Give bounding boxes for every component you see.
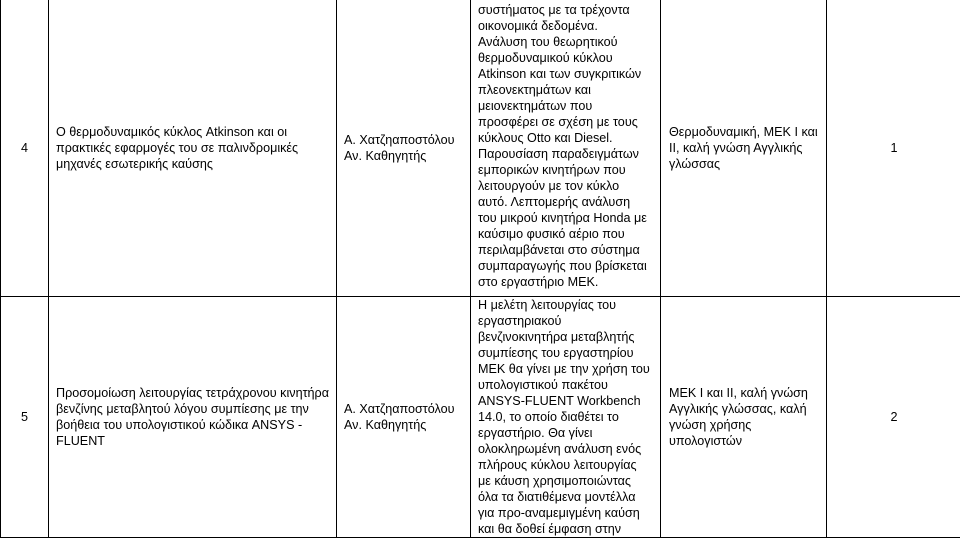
description-line: όλα τα διατιθέμενα μοντέλλα [478,489,660,505]
description-line: προσφέρει σε σχέση με τους [478,114,660,130]
description-line: συμπίεσης του εργαστηρίου [478,345,660,361]
description-line: Παρουσίαση παραδειγμάτων [478,146,660,162]
topic-supervisor: Α. Χατζηαποστόλου Αν. Καθηγητής [337,0,471,296]
description-line: πλήρους κύκλου λειτουργίας [478,457,660,473]
description-line: 14.0, το οποίο διαθέτει το [478,409,660,425]
description-line: καύσιμο φυσικό αέριο που [478,226,660,242]
topic-title: Ο θερμοδυναμικός κύκλος Atkinson και οι πρακτικές εφαρμογές του σε παλινδρομικές μηχανές εσωτερικής καύσης [49,0,337,296]
topic-description [471,0,661,296]
topic-description [471,296,661,537]
description-line: οικονομικά δεδομένα. [478,18,660,34]
description-line: συστήματος με τα τρέχοντα [478,2,660,18]
description-line: πλεονεκτημάτων και [478,82,660,98]
description-line: Η μελέτη λειτουργίας του [478,297,660,313]
description-line: και θα δοθεί έμφαση στην [478,521,660,537]
description-line: υπολογιστικού πακέτου [478,377,660,393]
description-line: για προ-αναμεμιγμένη καύση [478,505,660,521]
description-line: αυτό. Λεπτομερής ανάλυση [478,194,660,210]
description-line: θερμοδυναμικού κύκλου [478,50,660,66]
description-line: Atkinson και των συγκριτικών [478,66,660,82]
topic-number: 4 [1,0,49,296]
topic-requirements: ΜΕΚ Ι και ΙΙ, καλή γνώση Αγγλικής γλώσσας, καλή γνώση χρήσης υπολογιστών [661,296,827,537]
description-line: εργαστήριο. Θα γίνει [478,425,660,441]
description-line: του μικρού κινητήρα Honda με [478,210,660,226]
topic-supervisor: Α. Χατζηαποστόλου Αν. Καθηγητής [337,296,471,537]
description-line: ολοκληρωμένη ανάλυση ενός [478,441,660,457]
description-line: περιλαμβάνεται στο σύστημα [478,242,660,258]
description-line: ΜΕΚ θα γίνει με την χρήση του [478,361,660,377]
topic-students: 2 [827,296,960,537]
description-line: Ανάλυση του θεωρητικού [478,34,660,50]
description-line: βενζινοκινητήρα μεταβλητής [478,329,660,345]
topic-number: 5 [1,296,49,537]
topic-students: 1 [827,0,960,296]
description-line: κύκλους Otto και Diesel. [478,130,660,146]
topic-title: Προσομοίωση λειτουργίας τετράχρονου κινητήρα βενζίνης μεταβλητού λόγου συμπίεσης με την βοήθεια του υπολογιστικού κώδικα ANSYS - FLUENT [49,296,337,537]
description-line: εργαστηριακού [478,313,660,329]
description-line: ANSYS-FLUENT Workbench [478,393,660,409]
description-line: με κάυση χρησιμοποιώντας [478,473,660,489]
topic-requirements: Θερμοδυναμική, ΜΕΚ Ι και ΙΙ, καλή γνώση Αγγλικής γλώσσας [661,0,827,296]
description-line: στο εργαστήριο ΜΕΚ. [478,274,660,290]
table-row [1,296,960,537]
description-line: μειονεκτημάτων που [478,98,660,114]
description-line: συμπαραγωγής που βρίσκεται [478,258,660,274]
table-row [1,0,960,296]
description-line: εμπορικών κινητήρων που [478,162,660,178]
description-line: λειτουργούν με τον κύκλο [478,178,660,194]
